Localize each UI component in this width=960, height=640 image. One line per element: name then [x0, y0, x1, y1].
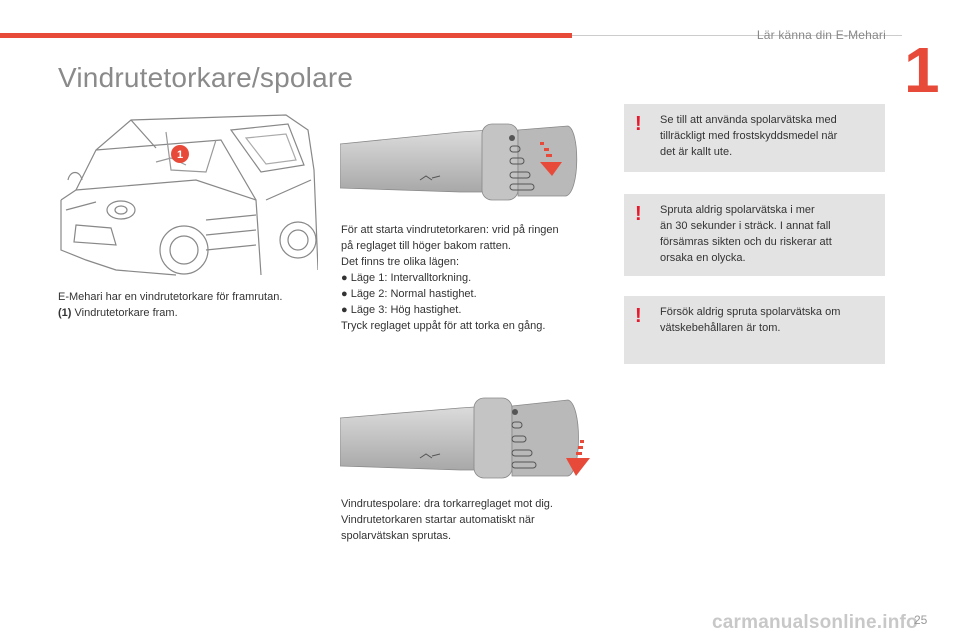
warning-box-empty-reservoir [624, 296, 885, 364]
caption-line: spolarvätskan sprutas. [341, 530, 452, 542]
car-caption [58, 289, 320, 321]
warning-line: Spruta aldrig spolarvätska i mer [660, 204, 815, 216]
warning-line: försämras sikten och du riskerar att [660, 236, 832, 248]
mode-3-item: ● Läge 3: Hög hastighet. [341, 304, 462, 316]
stalk-pull-caption [341, 496, 601, 544]
warning-exclamation-icon: ! [635, 203, 642, 225]
warning-line: än 30 sekunder i sträck. I annat fall [660, 220, 831, 232]
warning-line: Försök aldrig spruta spolarvätska om [660, 306, 841, 318]
caption-line: Vindrutespolare: dra torkarreglaget mot dig. [341, 498, 553, 510]
warning-line: vätskebehållaren är tom. [660, 322, 781, 334]
warning-box-antifreeze [624, 104, 885, 172]
caption-line: Tryck reglaget uppåt för att torka en gång. [341, 320, 546, 332]
chapter-number: 1 [904, 34, 940, 106]
caption-line: Det finns tre olika lägen: [341, 256, 460, 268]
warning-exclamation-icon: ! [635, 305, 642, 327]
stalk-rotate-caption [341, 222, 601, 334]
car-caption-line: Vindrutetorkare fram. [71, 307, 178, 319]
wiper-stalk-pull-illustration [340, 396, 600, 482]
caption-line: på reglaget till höger bakom ratten. [341, 240, 511, 252]
page-title: Vindrutetorkare/spolare [58, 62, 354, 93]
caption-line: För att starta vindrutetorkaren: vrid på ringen [341, 224, 559, 236]
warning-line: tillräckligt med frostskyddsmedel när [660, 130, 838, 142]
header-accent-bar [0, 33, 572, 38]
callout-label: (1) [58, 307, 72, 319]
warning-line: det är kallt ute. [660, 146, 733, 158]
mode-2-item: ● Läge 2: Normal hastighet. [341, 288, 477, 300]
mode-1-item: ● Läge 1: Intervalltorkning. [341, 272, 472, 284]
warning-exclamation-icon: ! [635, 113, 642, 135]
warning-line: orsaka en olycka. [660, 252, 746, 264]
warning-line: Se till att använda spolarvätska med [660, 114, 837, 126]
watermark: carmanualsonline.info [712, 612, 918, 633]
car-caption-line: E-Mehari har en vindrutetorkare för framrutan. [58, 291, 283, 303]
page-number: 25 [914, 613, 928, 627]
caption-line: Vindrutetorkaren startar automatiskt när [341, 514, 535, 526]
wiper-stalk-rotate-illustration [340, 122, 590, 202]
chapter-title: Lär känna din E-Mehari [756, 28, 886, 42]
callout-1-label: 1 [176, 149, 184, 161]
car-illustration [56, 110, 318, 280]
warning-box-duration [624, 194, 885, 276]
